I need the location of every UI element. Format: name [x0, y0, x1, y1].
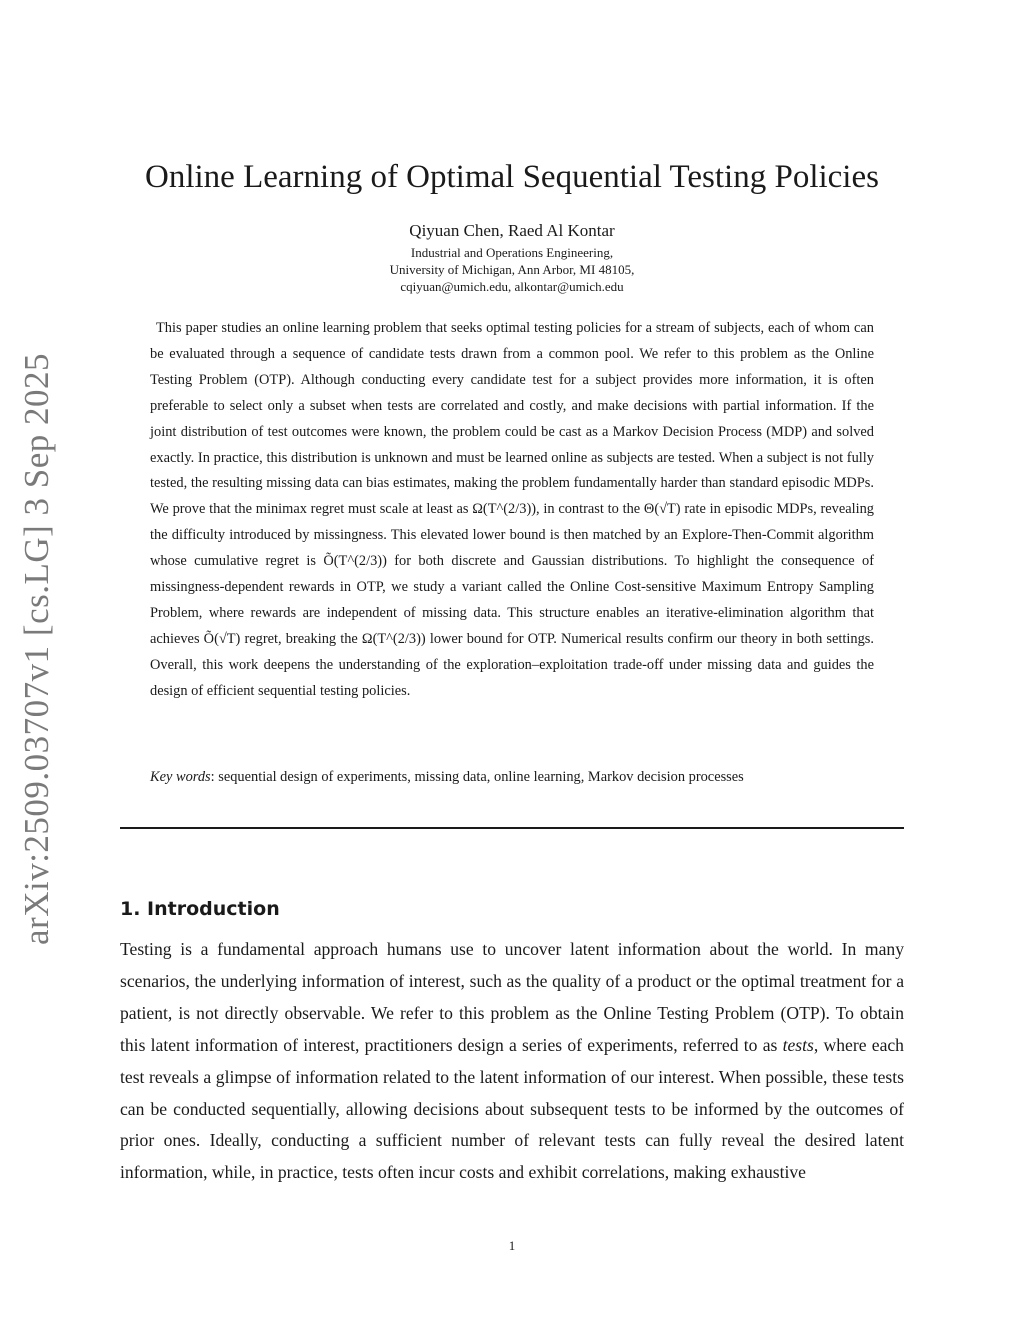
intro-text: Testing is a fundamental approach humans use to uncover latent information about the world. In many scenarios, the underlying information of interest, such as the quality of a product or the optimal treatment for a patient, is not directly observable. We refer to this problem as the Online Testing Problem (OTP). To obtain this latent information of interest, practitioners design a series of experiments, referred to as [120, 939, 904, 1055]
abstract-text: regret, breaking the [240, 630, 362, 647]
abstract-text: lower bound for OTP. Numerical results confirm our theory in both settings. Overall, this work deepens the understanding of the exploration–exploitation trade-off under missing data and guides the design of efficient sequential testing policies. [150, 630, 875, 699]
abstract-text: , in contrast to the [536, 501, 644, 518]
affiliation-department: Industrial and Operations Engineering, [410, 245, 614, 260]
page-number: 1 [508, 1238, 516, 1253]
intro-text: , where each test reveals a glimpse of information related to the latent information of our interest. When possible, these tests can be conducted sequentially, allowing decisions about subsequent tests to be informed by the outcomes of prior ones. Ideally, conducting a sufficient number of relevant tests can fully reveal the desired latent information, while, in practice, tests often incur costs and exhibit correlations, making exhaustive [120, 1034, 904, 1183]
introduction-paragraph [120, 934, 904, 1189]
math-elimination-regret: Õ(√T) [203, 630, 241, 647]
arxiv-identifier-stamp: arXiv:2509.03707v1 [cs.LG] 3 Sep 2025 [17, 352, 56, 945]
math-etc-regret: Õ(T^(2/3)) [323, 553, 387, 570]
keywords-list: sequential design of experiments, missing data, online learning, Markov decision processes [214, 769, 744, 785]
abstract-text: This paper studies an online learning problem that seeks optimal testing policies for a stream of subjects, each of whom can be evaluated through a sequence of candidate tests drawn from a common pool. We refer to this problem as the Online Testing Problem (OTP). Although conducting every candidate test for a subject provides more information, it is often preferable to select only a subset when tests are correlated and costly, and make decisions with partial information. If the joint distribution of test outcomes were known, the problem could be cast as a Markov Decision Process (MDP) and solved exactly. In practice, this distribution is unknown and must be learned online as subjects are tested. When a subject is not fully tested, the resulting missing data can bias estimates, making the problem fundamentally harder than standard episodic MDPs. We prove that the minimax regret must scale at least as [150, 320, 874, 518]
math-episodic-rate: Θ(√T) [643, 501, 681, 518]
keywords-label: Key words [150, 769, 211, 785]
author-emails: cqiyuan@umich.edu, alkontar@umich.edu [400, 279, 624, 294]
affiliation-university: University of Michigan, Ann Arbor, MI 48105, [389, 262, 635, 277]
section-heading-introduction: 1. Introduction [120, 898, 280, 920]
keywords-separator: : [210, 769, 215, 785]
abstract-text: rate in episodic MDPs, revealing the difficulty introduced by missingness. This elevated lower bound is then matched by an Explore-Then-Commit algorithm whose cumulative regret is [150, 501, 874, 570]
abstract [150, 316, 874, 705]
math-otp-lower-bound: Ω(T^(2/3)) [361, 630, 426, 647]
author-names: Qiyuan Chen, Raed Al Kontar [409, 221, 615, 240]
paper-title: Online Learning of Optimal Sequential Testing Policies [145, 159, 879, 195]
abstract-text: for both discrete and Gaussian distributions. To highlight the consequence of missingness-dependent rewards in OTP, we study a variant called the Online Cost-sensitive Maximum Entropy Sampling Problem, where rewards are independent of missing data. This structure enables an iterative-elimination algorithm that achieves [150, 553, 875, 647]
intro-emphasis-tests: tests [782, 1034, 814, 1055]
math-lower-bound: Ω(T^(2/3)) [472, 501, 537, 518]
keywords [150, 766, 874, 788]
abstract-divider [120, 827, 904, 829]
